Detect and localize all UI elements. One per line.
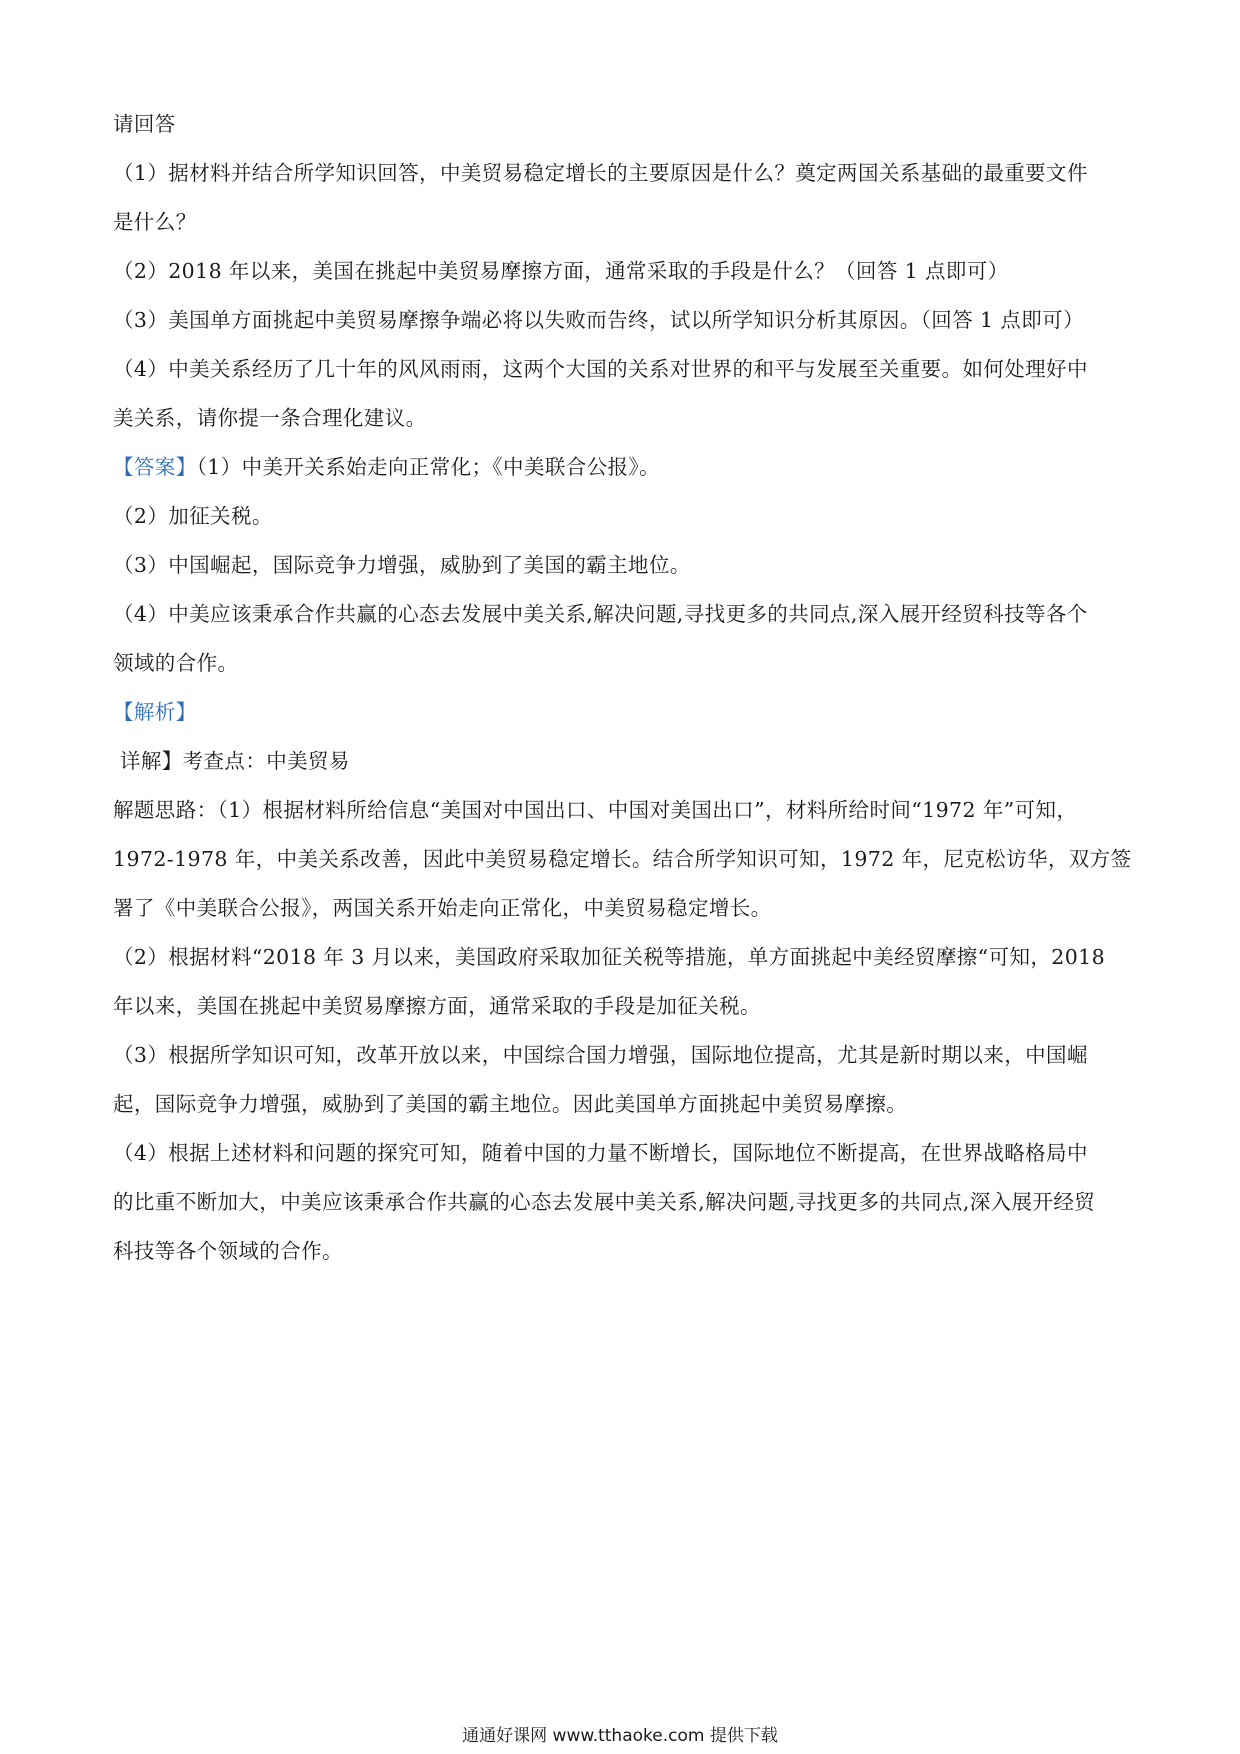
- answer-line: （3）中国崛起，国际竞争力增强，威胁到了美国的霸主地位。: [113, 553, 691, 577]
- analysis-tag: 【解析】: [113, 700, 197, 724]
- answer-line: 领域的合作。: [113, 651, 239, 675]
- analysis-paragraph-3: [113, 1031, 1128, 1129]
- answer-text: （1）中美开关系始走向正常化；《中美联合公报》。: [196, 455, 661, 479]
- analysis-line: 署了《中美联合公报》，两国关系开始走向正常化，中美贸易稳定增长。: [113, 896, 772, 920]
- analysis-paragraph-4: [113, 1129, 1128, 1276]
- analysis-line: 年以来，美国在挑起中美贸易摩擦方面，通常采取的手段是加征关税。: [113, 994, 761, 1018]
- answer-section: [113, 443, 1128, 688]
- question-1: [113, 149, 1128, 247]
- analysis-line: 的比重不断加大，中美应该秉承合作共赢的心态去发展中美关系,解决问题,寻找更多的共同点,深入展开经贸: [113, 1190, 1096, 1214]
- question-3: [113, 296, 1128, 345]
- analysis-line: （2）根据材料“2018 年 3 月以来，美国政府采取加征关税等措施，单方面挑起中美经贸摩擦“可知，2018: [113, 945, 1106, 969]
- document-body: [113, 100, 1132, 1276]
- analysis-line: （3）根据所学知识可知，改革开放以来，中国综合国力增强，国际地位提高，尤其是新时期以来，中国崛: [113, 1043, 1088, 1067]
- analysis-section: [113, 688, 1132, 1276]
- analysis-line: 起，国际竞争力增强，威胁到了美国的霸主地位。因此美国单方面挑起中美贸易摩擦。: [113, 1092, 908, 1116]
- analysis-line: （4）根据上述材料和问题的探究可知，随着中国的力量不断增长，国际地位不断提高，在世界战略格局中: [113, 1141, 1088, 1165]
- question-4: [113, 345, 1128, 443]
- analysis-paragraph-1: [113, 786, 1132, 933]
- page-footer: 通通好课网 www.tthaoke.com 提供下载: [462, 1726, 778, 1746]
- answer-tag: 【答案】: [113, 455, 197, 479]
- intro-line: 请回答: [113, 112, 176, 136]
- question-line: 美关系，请你提一条合理化建议。: [113, 406, 427, 430]
- answer-line: （4）中美应该秉承合作共赢的心态去发展中美关系,解决问题,寻找更多的共同点,深入展开经贸科技等各个: [113, 602, 1088, 626]
- analysis-paragraph-2: [113, 933, 1128, 1031]
- question-line: 是什么？: [113, 210, 197, 234]
- analysis-line: 解题思路：（1）根据材料所给信息“美国对中国出口、中国对美国出口”，材料所给时间“1972 年”可知，: [113, 798, 1078, 822]
- question-line: （3）美国单方面挑起中美贸易摩擦争端必将以失败而告终，试以所学知识分析其原因。（回答 1 点即可）: [113, 308, 1084, 332]
- question-2: [113, 247, 1128, 296]
- analysis-detail: 详解】考查点：中美贸易: [113, 749, 350, 773]
- question-line: （2）2018 年以来，美国在挑起中美贸易摩擦方面，通常采取的手段是什么？（回答 1 点即可）: [113, 259, 1009, 283]
- answer-line: （2）加征关税。: [113, 504, 273, 528]
- question-line: （1）据材料并结合所学知识回答，中美贸易稳定增长的主要原因是什么？奠定两国关系基础的最重要文件: [113, 161, 1088, 185]
- analysis-line: 科技等各个领域的合作。: [113, 1239, 343, 1263]
- answer-first-line: [113, 443, 1128, 492]
- analysis-tag-line: [113, 688, 1128, 737]
- analysis-line: 1972-1978 年，中美关系改善，因此中美贸易稳定增长。结合所学知识可知，1972 年，尼克松访华，双方签: [113, 847, 1132, 871]
- question-line: （4）中美关系经历了几十年的风风雨雨，这两个大国的关系对世界的和平与发展至关重要。如何处理好中: [113, 357, 1088, 381]
